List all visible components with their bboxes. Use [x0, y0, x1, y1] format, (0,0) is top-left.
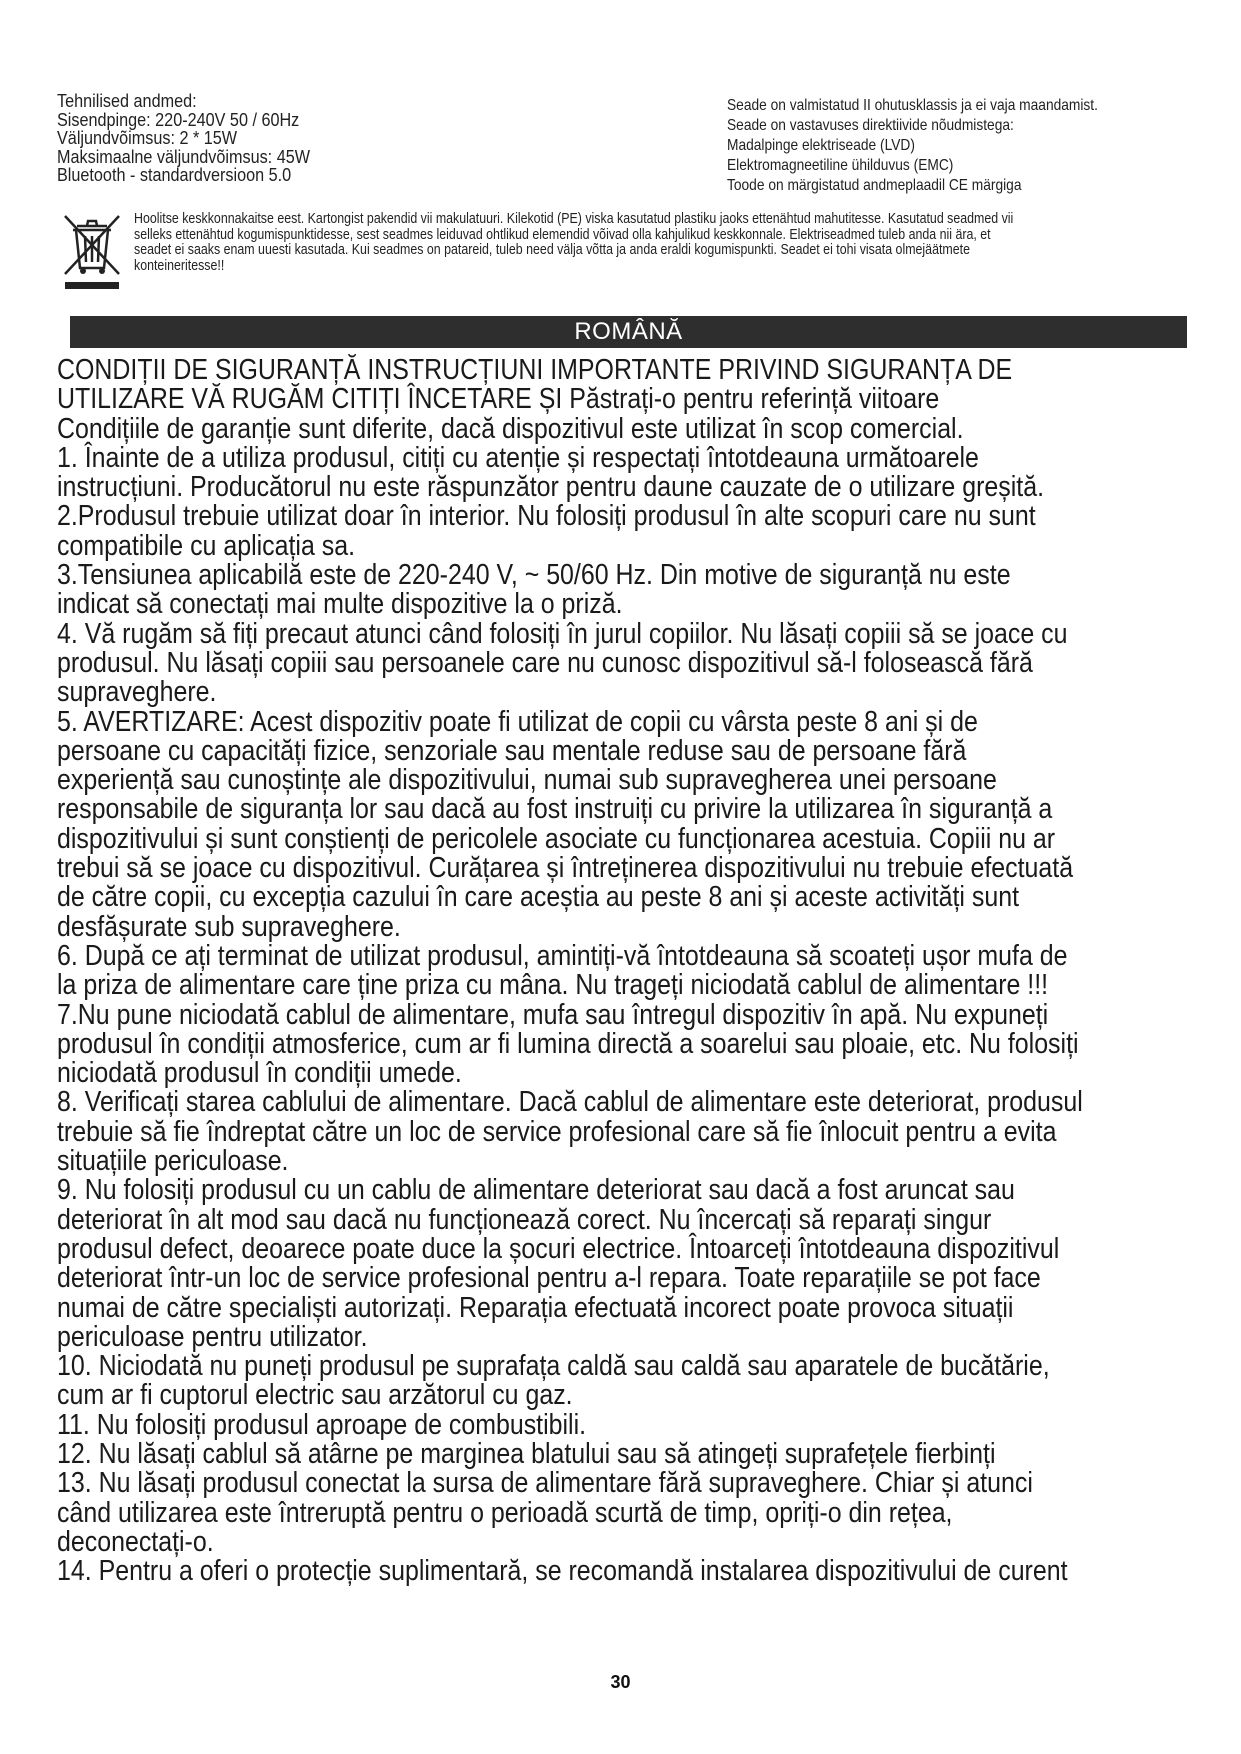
instruction-line: 2.Produsul trebuie utilizat doar în interior. Nu folosiți produsul în alte scopuri care nu sunt: [57, 500, 1036, 533]
environmental-notice: Hoolitse keskkonnakaitse eest. Kartongist pakendid vii makulatuuri. Kilekotid (PE) viska kasutatud plastiku jaoks ettenähtud mahutitesse. Kasutatud seadmed vii selleks ettenähtud kogumispunktidesse, sest seadmes leiduvad ohtlikud elemendid võivad olla kahjulikud keskkonnale. Elektriseadmed tuleb anda nii ära, et seadet ei saaks enam uuesti kasutada. Kui seadmes on patareid, tuleb need välja võtta ja anda eraldi kogumispunkti. Seadet ei tohi visata olmejäätmete konteineritesse!!: [134, 211, 1014, 274]
instruction-line: persoane cu capacități fizice, senzoriale sau mentale reduse sau de persoane fără: [57, 734, 967, 767]
instruction-line: 14. Pentru a oferi o protecție suplimentară, se recomandă instalarea dispozitivului de curent: [57, 1555, 1068, 1588]
instruction-line: supraveghere.: [57, 676, 217, 709]
compliance-line: Toode on märgistatud andmeplaadil CE märgiga: [727, 177, 1022, 194]
instruction-line: la priza de alimentare care ține priza cu mâna. Nu trageți niciodată cablul de alimentare !!!: [57, 969, 1049, 1002]
instruction-line: trebuie să fie îndreptat către un loc de service profesional care să fie înlocuit pentru a evita: [57, 1115, 1057, 1148]
compliance-line: Elektromagneetiline ühilduvus (EMC): [727, 157, 954, 174]
crossed-out-bin-icon: [57, 210, 127, 292]
compliance-line: Madalpinge elektriseade (LVD): [727, 137, 915, 154]
instruction-line: 7.Nu pune niciodată cablul de alimentare, mufa sau întregul dispozitiv în apă. Nu expuneți: [57, 998, 1049, 1031]
instruction-line: deconectați-o.: [57, 1525, 214, 1558]
instruction-line: UTILIZARE VĂ RUGĂM CITIȚI ÎNCETARE ȘI Păstrați-o pentru referință viitoare: [57, 383, 940, 416]
compliance-statement: [727, 96, 1174, 196]
instruction-line: situațiile periculoase.: [57, 1145, 289, 1178]
instruction-line: 8. Verificați starea cablului de alimentare. Dacă cablul de alimentare este deteriorat, produsul: [57, 1086, 1083, 1119]
instruction-line: Condițiile de garanție sunt diferite, dacă dispozitivul este utilizat în scop comercial.: [57, 412, 964, 445]
instruction-line: 4. Vă rugăm să fiți precaut atunci când folosiți în jurul copiilor. Nu lăsați copiii să se joace cu: [57, 617, 1068, 650]
spec-line: Tehnilised andmed:: [57, 91, 197, 111]
instruction-line: produsul defect, deoarece poate duce la șocuri electrice. Întoarceți întotdeauna dispozitivul: [57, 1232, 1060, 1265]
instruction-line: produsul. Nu lăsați copiii sau persoanele care nu cunosc dispozitivul să-l folosească fără: [57, 646, 1033, 679]
instruction-line: 11. Nu folosiți produsul aproape de combustibili.: [57, 1408, 587, 1441]
instruction-line: instrucțiuni. Producătorul nu este răspunzător pentru daune cauzate de o utilizare greșită.: [57, 471, 1045, 504]
instruction-line: responsabile de siguranța lor sau dacă au fost instruiți cu privire la utilizarea în siguranță a: [57, 793, 1053, 826]
instruction-line: CONDIȚII DE SIGURANȚĂ INSTRUCȚIUNI IMPORTANTE PRIVIND SIGURANȚA DE: [57, 354, 1013, 386]
instruction-line: niciodată produsul în condiții umede.: [57, 1057, 462, 1090]
instruction-line: periculoase pentru utilizator.: [57, 1320, 368, 1353]
compliance-line: Seade on vastavuses direktiivide nõudmistega:: [727, 117, 1014, 134]
instruction-line: 5. AVERTIZARE: Acest dispozitiv poate fi utilizat de copii cu vârsta peste 8 ani și de: [57, 705, 978, 738]
page-number: 30: [610, 1672, 631, 1692]
instruction-line: deteriorat într-un loc de service profesional pentru a-l repara. Toate reparațiile se pot face: [57, 1262, 1041, 1295]
instruction-line: 13. Nu lăsați produsul conectat la sursa de alimentare fără supraveghere. Chiar și atunci: [57, 1467, 1033, 1500]
instruction-line: 6. După ce ați terminat de utilizat produsul, amintiți-vă întotdeauna să scoateți ușor mufa de: [57, 939, 1068, 972]
instruction-line: experiență sau cunoștințe ale dispozitivului, numai sub supravegherea unei persoane: [57, 764, 997, 797]
language-section-header: ROMÂNĂ: [70, 316, 1187, 348]
instruction-line: 12. Nu lăsați cablul să atârne pe marginea blatului sau să atingeți suprafețele fierbinți: [57, 1437, 996, 1470]
instruction-line: trebui să se joace cu dispozitivul. Curățarea și întreținerea dispozitivului nu trebuie efectuată: [57, 852, 1074, 885]
spec-line: Bluetooth - standardversioon 5.0: [57, 165, 292, 185]
spec-line: Sisendpinge: 220-240V 50 / 60Hz: [57, 109, 300, 130]
instruction-line: compatibile cu aplicația sa.: [57, 529, 356, 562]
safety-instructions: [57, 356, 1160, 1586]
instruction-line: numai de către specialiști autorizați. Reparația efectuată incorect poate provoca situații: [57, 1291, 1014, 1324]
instruction-line: 10. Niciodată nu puneți produsul pe suprafața caldă sau caldă sau aparatele de bucătărie,: [57, 1350, 1050, 1383]
instruction-line: dispozitivului și sunt conștienți de pericolele asociate cu funcționarea acestuia. Copiii nu ar: [57, 822, 1056, 855]
compliance-line: Seade on valmistatud II ohutusklassis ja ei vaja maandamist.: [727, 97, 1098, 114]
instruction-line: cum ar fi cuptorul electric sau arzătorul cu gaz.: [57, 1379, 573, 1412]
instruction-line: deteriorat în alt mod sau dacă nu funcționează corect. Nu încercați să reparați singur: [57, 1203, 992, 1236]
instruction-line: 1. Înainte de a utiliza produsul, citiți cu atenție și respectați întotdeauna următoarele: [57, 441, 979, 474]
spec-line: Väljundvõimsus: 2 * 15W: [57, 128, 238, 148]
instruction-line: indicat să conectați mai multe dispozitive la o priză.: [57, 588, 623, 621]
instruction-line: când utilizarea este întreruptă pentru o perioadă scurtă de timp, opriți-o din rețea,: [57, 1496, 953, 1529]
instruction-line: 3.Tensiunea aplicabilă este de 220-240 V, ~ 50/60 Hz. Din motive de siguranță nu este: [57, 559, 1011, 592]
instruction-line: produsul în condiții atmosferice, cum ar fi lumina directă a soarelui sau ploaie, etc. Nu folosiți: [57, 1027, 1079, 1060]
instruction-line: 9. Nu folosiți produsul cu un cablu de alimentare deteriorat sau dacă a fost aruncat sau: [57, 1174, 1015, 1207]
instruction-line: desfășurate sub supraveghere.: [57, 910, 401, 943]
technical-specifications: [57, 92, 561, 185]
instruction-line: de către copii, cu excepția cazului în care aceștia au peste 8 ani și aceste activități sunt: [57, 881, 1020, 914]
spec-line: Maksimaalne väljundvõimsus: 45W: [57, 146, 310, 167]
